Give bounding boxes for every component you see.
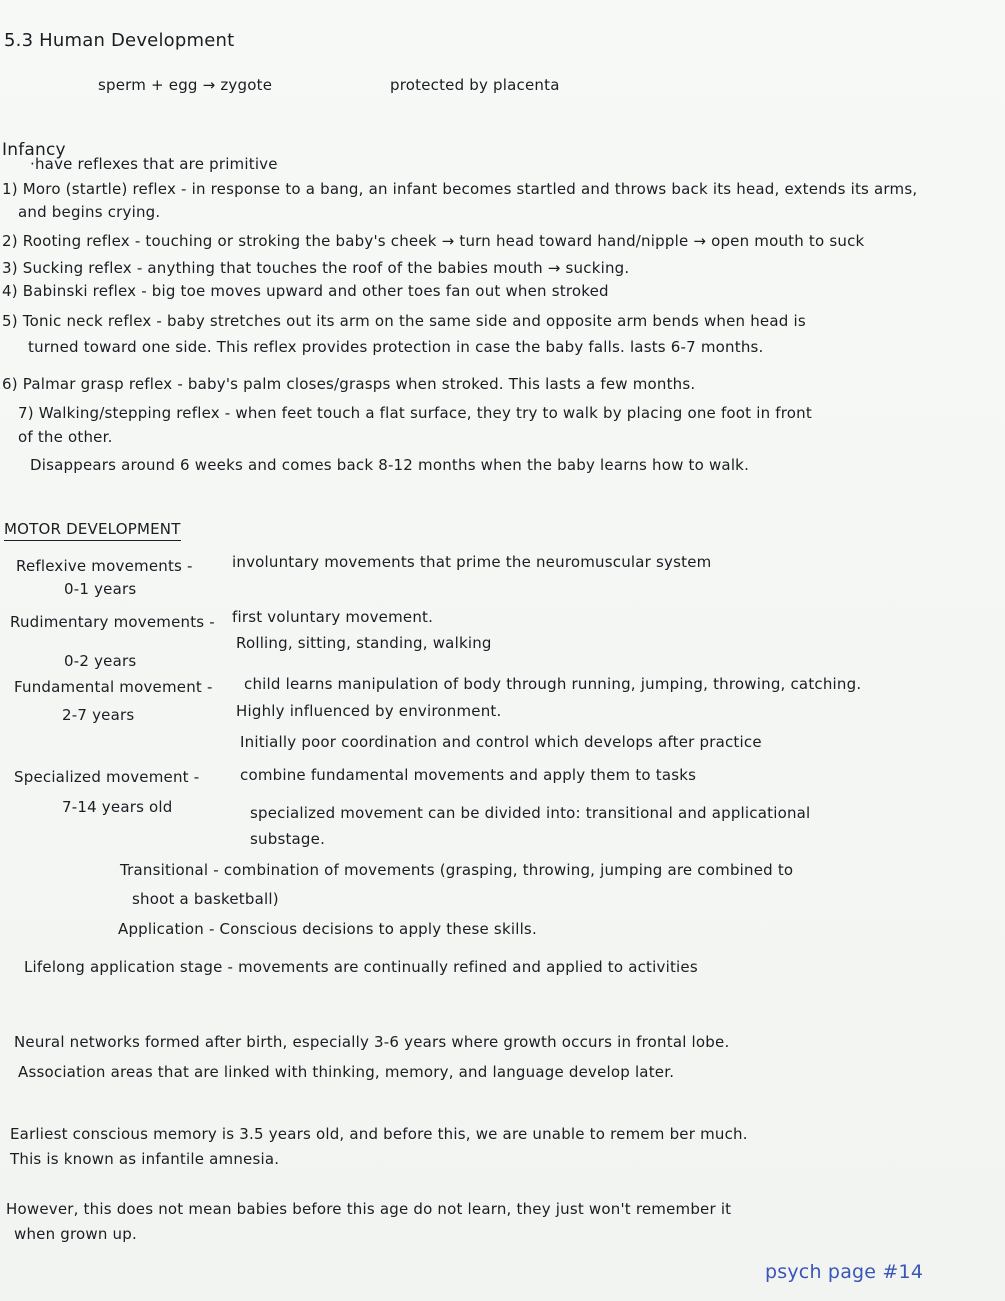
application-line: Application - Conscious decisions to apply these skills. [118, 920, 537, 938]
walking-reflex-line-2: of the other. [18, 428, 113, 446]
specialized-substage-line-2: substage. [250, 830, 326, 848]
earliest-memory-line-1: Earliest conscious memory is 3.5 years old, and before this, we are unable to remem ber much. [10, 1125, 748, 1143]
lifelong-stage: Lifelong application stage - movements are continually refined and applied to activities [24, 958, 698, 976]
walking-reflex-line-3: Disappears around 6 weeks and comes back 8-12 months when the baby learns how to walk. [30, 456, 750, 474]
neural-networks-line-2: Association areas that are linked with thinking, memory, and language develop later. [18, 1063, 675, 1081]
palmar-grasp-reflex: 6) Palmar grasp reflex - baby's palm closes/grasps when stroked. This lasts a few months. [2, 375, 696, 393]
specialized-movement-age: 7-14 years old [62, 798, 173, 816]
tonic-neck-reflex-line-1: 5) Tonic neck reflex - baby stretches out its arm on the same side and opposite arm bends when head is [2, 312, 806, 330]
section-title: 5.3 Human Development [4, 30, 235, 51]
neural-networks-line-1: Neural networks formed after birth, especially 3-6 years where growth occurs in frontal lobe. [14, 1033, 730, 1051]
page-number-footer: psych page #14 [765, 1261, 924, 1283]
motor-development-heading: MOTOR DEVELOPMENT [4, 520, 181, 541]
walking-reflex-line-1: 7) Walking/stepping reflex - when feet touch a flat surface, they try to walk by placing one foot in front [18, 404, 812, 422]
tonic-neck-reflex-line-2: turned toward one side. This reflex provides protection in case the baby falls. lasts 6-7 months. [28, 338, 764, 356]
rudimentary-movements-age: 0-2 years [64, 652, 137, 670]
rudimentary-movements-label: Rudimentary movements - [10, 613, 215, 631]
fundamental-movement-label: Fundamental movement - [14, 678, 213, 696]
reflexive-movements-age: 0-1 years [64, 580, 137, 598]
babinski-reflex: 4) Babinski reflex - big toe moves upward and other toes fan out when stroked [2, 282, 609, 300]
rudimentary-movements-desc-2: Rolling, sitting, standing, walking [236, 634, 492, 652]
rudimentary-movements-desc-1: first voluntary movement. [232, 608, 434, 626]
sucking-reflex: 3) Sucking reflex - anything that touches the roof of the babies mouth → sucking. [2, 259, 630, 277]
fundamental-movement-desc-2: Highly influenced by environment. [236, 702, 502, 720]
specialized-movement-desc: combine fundamental movements and apply them to tasks [240, 766, 697, 784]
moro-reflex-line-1: 1) Moro (startle) reflex - in response to a bang, an infant becomes startled and throws back its head, extends its arms, [2, 180, 918, 198]
however-line-2: when grown up. [14, 1225, 137, 1243]
transitional-line-1: Transitional - combination of movements (grasping, throwing, jumping are combined to [120, 861, 794, 879]
infancy-intro: ·have reflexes that are primitive [30, 155, 278, 173]
specialized-substage-line-1: specialized movement can be divided into: transitional and applicational [250, 804, 811, 822]
specialized-movement-label: Specialized movement - [14, 768, 200, 786]
reflexive-movements-label: Reflexive movements - [16, 557, 193, 575]
conception-line: sperm + egg → zygote [98, 76, 273, 94]
infancy-heading: Infancy [2, 140, 66, 160]
fundamental-movement-desc-3: Initially poor coordination and control which develops after practice [240, 733, 762, 751]
placenta-note: protected by placenta [390, 76, 560, 94]
reflexive-movements-desc: involuntary movements that prime the neuromuscular system [232, 553, 712, 571]
fundamental-movement-desc-1: child learns manipulation of body through running, jumping, throwing, catching. [244, 675, 862, 693]
moro-reflex-line-2: and begins crying. [18, 203, 161, 221]
rooting-reflex: 2) Rooting reflex - touching or stroking the baby's cheek → turn head toward hand/nipple → open mouth to suck [2, 232, 865, 250]
however-line-1: However, this does not mean babies before this age do not learn, they just won't remember it [6, 1200, 732, 1218]
transitional-line-2: shoot a basketball) [132, 890, 279, 908]
earliest-memory-line-2: This is known as infantile amnesia. [10, 1150, 280, 1168]
fundamental-movement-age: 2-7 years [62, 706, 135, 724]
